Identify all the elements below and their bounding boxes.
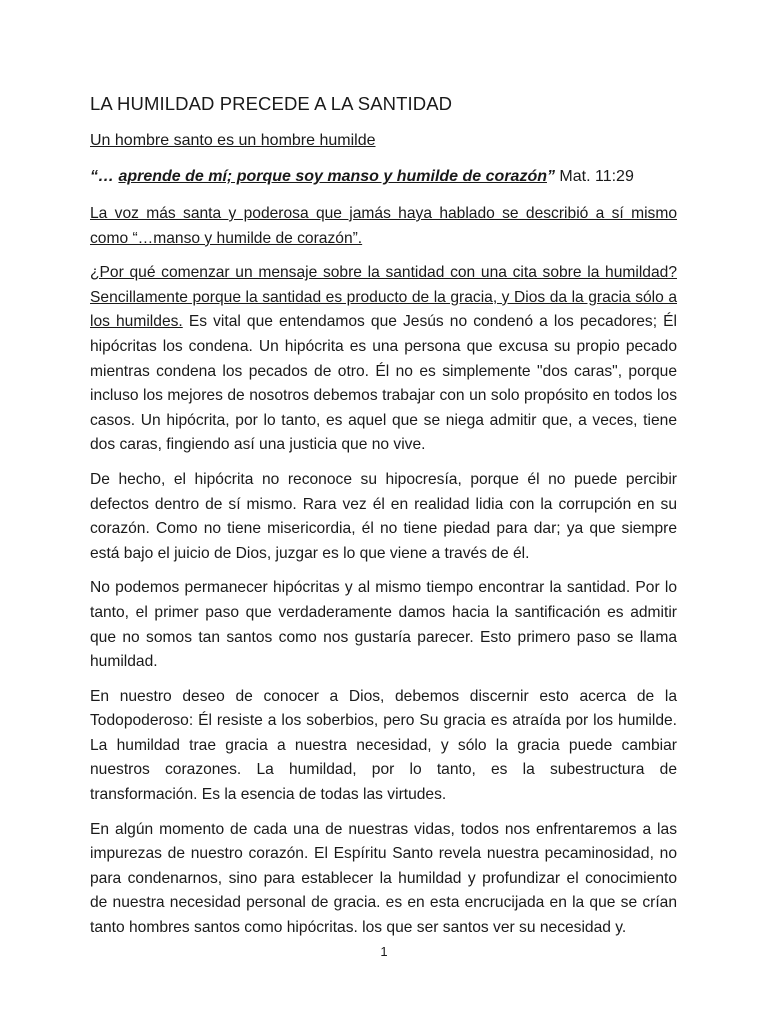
verse-text: aprende de mí; porque soy manso y humilde de corazón: [118, 168, 547, 185]
intro-paragraph: La voz más santa y poderosa que jamás haya hablado se describió a sí mismo como “…manso y humilde de corazón”.: [90, 205, 677, 247]
verse-close-mark: ”: [546, 168, 555, 185]
verse-open-mark: “…: [90, 168, 119, 185]
paragraph-1-underlined: ¿Por qué comenzar un mensaje sobre la santidad con una cita sobre la humildad? Sencillamente porque la santidad es producto de la gracia, y Dios da la gracia sólo a los humildes.: [90, 264, 677, 331]
document-page: [90, 92, 677, 951]
paragraph-5: En algún momento de cada una de nuestras vidas, todos nos enfrentaremos a las impurezas de nuestro corazón. El Espíritu Santo revela nuestra pecaminosidad, no para condenarnos, sino para establecer la humildad y profundizar el conocimiento de nuestra necesidad personal de gracia. es en esta encrucijada en la que se crían tanto hombres santos como hipócritas. los que ser santos ver su necesidad y.: [90, 820, 677, 937]
paragraph-2: De hecho, el hipócrita no reconoce su hipocresía, porque él no puede percibir defectos dentro de sí mismo. Rara vez él en realidad lidia con la corrupción en su corazón. Como no tiene misericordia, él no tiene piedad para dar; ya que siempre está bajo el juicio de Dios, juzgar es lo que viene a través de él.: [90, 470, 677, 562]
page-subtitle: Un hombre santo es un hombre humilde: [90, 132, 376, 149]
verse-reference: Mat. 11:29: [554, 168, 634, 185]
page-number: 1: [380, 944, 388, 959]
verse-quote: [90, 168, 555, 185]
paragraph-4: En nuestro deseo de conocer a Dios, debemos discernir esto acerca de la Todopoderoso: Él resiste a los soberbios, pero Su gracia es atraída por los humilde. La humildad trae gracia a nuestra necesidad, y sólo la gracia puede cambiar nuestros corazones. La humildad, por lo tanto, es la subestructura de transformación. Es la esencia de todas las virtudes.: [90, 687, 677, 804]
paragraph-1: [90, 261, 677, 458]
verse-citation: [90, 166, 677, 188]
paragraph-3: No podemos permanecer hipócritas y al mismo tiempo encontrar la santidad. Por lo tanto, el primer paso que verdaderamente damos hacia la santificación es admitir que no somos tan santos como nos gustaría parecer. Esto primero paso se llama humildad.: [90, 579, 677, 671]
paragraph-1-rest: Es vital que entendamos que Jesús no condenó a los pecadores; Él hipócritas los condena. Un hipócrita es una persona que excusa su propio pecado mientras condena los pecados de otro. Él no es simplemente "dos caras", porque incluso los mejores de nosotros debemos trabajar con un solo propósito en todos los casos. Un hipócrita, por lo tanto, es aquel que se niega admitir que, a veces, tiene dos caras, fingiendo así una justicia que no vive.: [90, 313, 677, 454]
page-title: LA HUMILDAD PRECEDE A LA SANTIDAD: [90, 93, 453, 114]
